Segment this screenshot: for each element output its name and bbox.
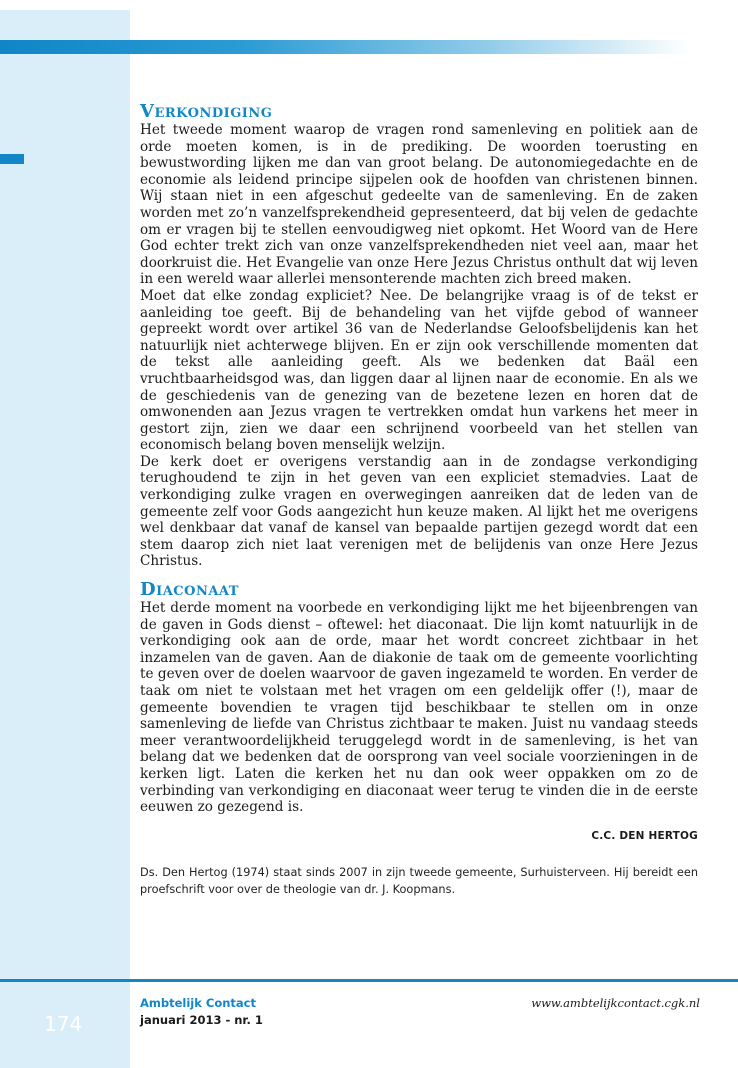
article-body [140, 102, 698, 898]
page-number: 174 [44, 1012, 83, 1036]
section-heading-diaconaat: Diaconaat [140, 579, 239, 601]
website-url[interactable]: www.ambtelijkcontact.cgk.nl [531, 996, 700, 1010]
author-bio: Ds. Den Hertog (1974) staat sinds 2007 in zijn tweede gemeente, Surhuisterveen. Hij bereidt een proefschrift voor over de theologie van dr. J. Koopmans. [140, 865, 698, 896]
author-signature: C.C. DEN HERTOG [591, 829, 698, 842]
paragraph: De kerk doet er overigens verstandig aan in de zondagse verkondiging terughoudend te zijn in het geven van een expliciet stemadvies. Laat de verkondiging zulke vragen en overwegingen aanreiken dat de leden van de gemeente zelf voor Gods aangezicht hun keuze maken. Al lijkt het me overigens wel denkbaar dat vanaf de kansel van bepaalde partijen gezegd wordt dat een stem daarop zich niet laat verenigen met de belijdenis van onze Here Jezus Christus. [140, 453, 698, 570]
top-gradient-band [0, 40, 690, 54]
section-heading-verkondiging: Verkondiging [140, 101, 273, 122]
left-sidebar-band [0, 10, 130, 1068]
publication-title: Ambtelijk Contact [140, 996, 256, 1010]
paragraph: Het derde moment na voorbede en verkondiging lijkt me het bijeenbrengen van de gaven in Gods dienst – oftewel: het diaconaat. Die lijn komt natuurlijk in de verkondiging ook aan de orde, maar het wordt concreet zichtbaar in het inzamelen van de gaven. Aan de diakonie de taak om de gemeente voorlichting te geven over de doelen waarvoor de gaven ingezameld te worden. En verder de taak om niet te volstaan met het vragen om een geldelijk offer (!), maar de gemeente bovendien te vragen tijd beschikbaar te stellen om in onze samenleving de liefde van Christus zichtbaar te maken. Juist nu vandaag steeds meer verantwoordelijkheid teruggelegd wordt in de samenleving, is het van belang dat we bedenken dat de oorsprong van veel sociale voorzieningen in de kerken ligt. Laten die kerken het nu dan ook weer oppakken om zo de verbinding van verkondiging en diaconaat weer terug te vinden die in de eerste eeuwen zo gezegend is. [140, 600, 698, 816]
paragraph: Moet dat elke zondag expliciet? Nee. De belangrijke vraag is of de tekst er aanleiding toe geeft. Bij de behandeling van het vijfde gebod of wanneer gepreekt wordt over artikel 36 van de Nederlandse Geloofsbelijdenis kan het natuurlijk niet achterwege blijven. En er zijn ook verschillende momenten dat de tekst alle aanleiding geeft. Als we bedenken dat Baäl een vruchtbaarheidsgod was, dan liggen daar al lijnen naar de economie. En als we de geschiedenis van de genezing van de bezetene lezen en horen dat de omwonenden aan Jezus vragen te vertrekken omdat hun varkens het meer in gestort zijn, zien we daar een schrijnend voorbeeld van het stellen van economisch belang boven menselijk welzijn. [140, 287, 698, 454]
paragraph: Het tweede moment waarop de vragen rond samenleving en politiek aan de orde moeten komen, is in de prediking. De woorden toerusting en bewustwording lijken me dan van groot belang. De autonomiegedachte en de economie als leidend principe sijpelen ook de hoofden van christenen binnen. Wij staan niet in een afgeschut gedeelte van de samenleving. En de zaken worden met zo’n vanzelfsprekendheid gepresenteerd, dat bij velen de gedachte om er vragen bij te stellen eenvoudigweg niet opkomt. Het Woord van de Here God echter trekt zich van onze vanzelfsprekendheden niet veel aan, maar het doorkruist die. Het Evangelie van onze Here Jezus Christus onthult dat wij leven in een wereld waar allerlei mensonterende machten zich breed maken. [140, 122, 698, 288]
sidebar-tab-marker [0, 154, 24, 164]
issue-label: januari 2013 - nr. 1 [140, 1013, 263, 1027]
footer-divider [0, 979, 738, 982]
